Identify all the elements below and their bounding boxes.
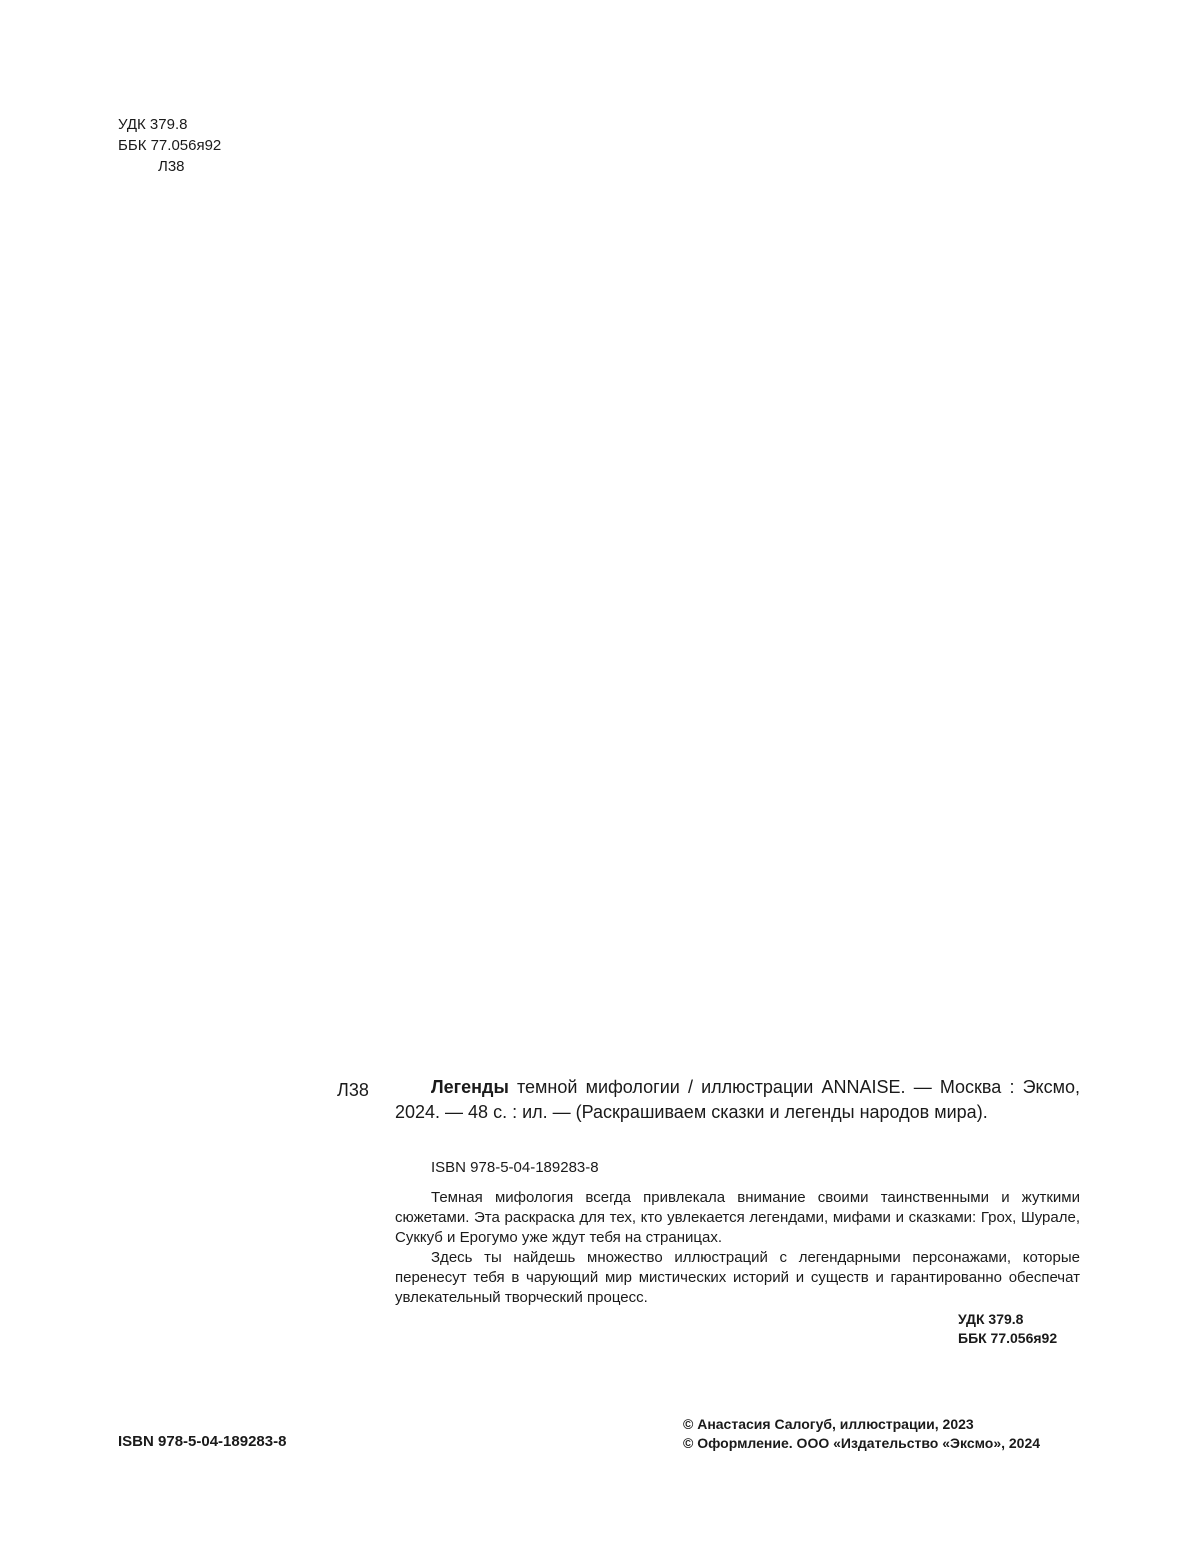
catalog-entry bbox=[395, 1075, 1080, 1125]
footer-isbn: ISBN 978-5-04-189283-8 bbox=[118, 1433, 287, 1450]
bottom-udk-code: УДК 379.8 bbox=[958, 1311, 1024, 1327]
catalog-title: Легенды bbox=[431, 1077, 509, 1097]
top-classification-codes bbox=[118, 114, 221, 177]
catalog-author-sign: Л38 bbox=[337, 1080, 369, 1100]
bottom-classification-codes bbox=[958, 1310, 1057, 1348]
copyright-block bbox=[683, 1415, 1040, 1453]
annotation-paragraph-2: Здесь ты найдешь множество иллюстраций с легендарными персонажами, которые перенесут тебя в чарующий мир мистических историй и существ и гарантированно обеспечат увлекательный творческий процесс. bbox=[395, 1249, 1080, 1306]
catalog-isbn: ISBN 978-5-04-189283-8 bbox=[431, 1159, 599, 1176]
udk-code: УДК 379.8 bbox=[118, 116, 188, 133]
bbk-code: ББК 77.056я92 bbox=[118, 137, 222, 154]
copyright-illustrations: © Анастасия Салогуб, иллюстрации, 2023 bbox=[683, 1416, 974, 1432]
copyright-design: © Оформление. ООО «Издательство «Эксмо», 2024 bbox=[683, 1435, 1041, 1451]
annotation bbox=[395, 1188, 1080, 1308]
catalog-entry-text: темной мифологии / иллюстрации ANNAISE. — Москва : Эксмо, 2024. — 48 с. : ил. — (Раскрашиваем сказки и легенды народов мира). bbox=[395, 1077, 1080, 1122]
bottom-bbk-code: ББК 77.056я92 bbox=[958, 1330, 1058, 1346]
annotation-paragraph-1: Темная мифология всегда привлекала внимание своими таинственными и жуткими сюжетами. Эта раскраска для тех, кто увлекается легендами, мифами и сказками: Грох, Шурале, Суккуб и Ерогумо уже ждут тебя на страницах. bbox=[395, 1189, 1080, 1246]
author-sign: Л38 bbox=[158, 158, 185, 175]
